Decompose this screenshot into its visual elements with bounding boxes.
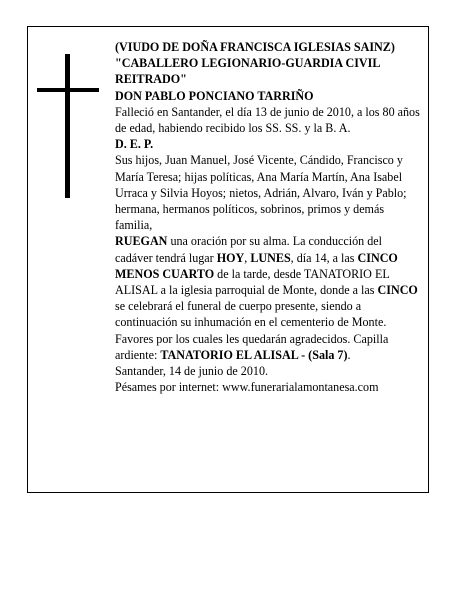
request-text-3: , día 14, a las xyxy=(290,250,358,265)
condolences-line: Pésames por internet: www.funerarialamontanesa.com xyxy=(115,380,379,395)
cross-horizontal-bar xyxy=(37,88,99,92)
request-text-1: una oración por su alma. La conducción del cadáver tendrá lugar xyxy=(115,234,383,265)
death-details: Falleció en Santander, el día 13 de junio de 2010, a los 80 años xyxy=(115,104,420,119)
request-text-5: se celebrará el funeral de cuerpo presente, siendo a continuación su inhumación en el cementerio de Monte. Favores por los cuales les quedarán agradecidos. Capilla ardiente: xyxy=(115,299,389,362)
obituary-header xyxy=(115,39,421,104)
chapel-location: TANATORIO EL ALISAL - (Sala 7) xyxy=(160,347,348,362)
date-line: Santander, 14 de junio de 2010. xyxy=(115,364,269,379)
request-text-4: de la tarde, desde TANATORIO EL ALISAL a la iglesia parroquial de Monte, donde a las xyxy=(115,266,390,298)
cross-icon xyxy=(37,54,99,198)
dep-line: D. E. P. xyxy=(115,137,154,152)
cross-vertical-bar xyxy=(65,54,70,198)
deceased-name: DON PABLO PONCIANO TARRIÑO xyxy=(115,88,314,103)
request-text-2: , xyxy=(244,250,251,265)
request-paragraph xyxy=(115,233,421,363)
obituary-text xyxy=(115,39,421,395)
family-paragraph: Sus hijos, Juan Manuel, José Vicente, Cándido, Francisco y María Teresa; hijas políticas, Ana María Martín, Ana Isabel Urraca y Silvia Hoyos; nietos, Adrián, Alvaro, Iván y Pablo; hermana, hermanos políticos, sobrinos, primos y demás familia, xyxy=(115,153,407,233)
request-text-6: . xyxy=(347,347,351,362)
hoy-word: HOY xyxy=(216,250,245,265)
lunes-word: LUNES xyxy=(250,250,291,265)
cinco-word: CINCO xyxy=(377,283,418,298)
funeral-time: CINCO MENOS CUARTO xyxy=(115,250,398,281)
widower-title: (VIUDO DE DOÑA FRANCISCA IGLESIAS SAINZ) "CABALLERO LEGIONARIO-GUARDIA CIVIL REITRADO" xyxy=(115,40,395,87)
sacraments-details: de edad, habiendo recibido los SS. SS. y la B. A. xyxy=(115,121,351,136)
ruegan-word: RUEGAN xyxy=(115,234,168,249)
